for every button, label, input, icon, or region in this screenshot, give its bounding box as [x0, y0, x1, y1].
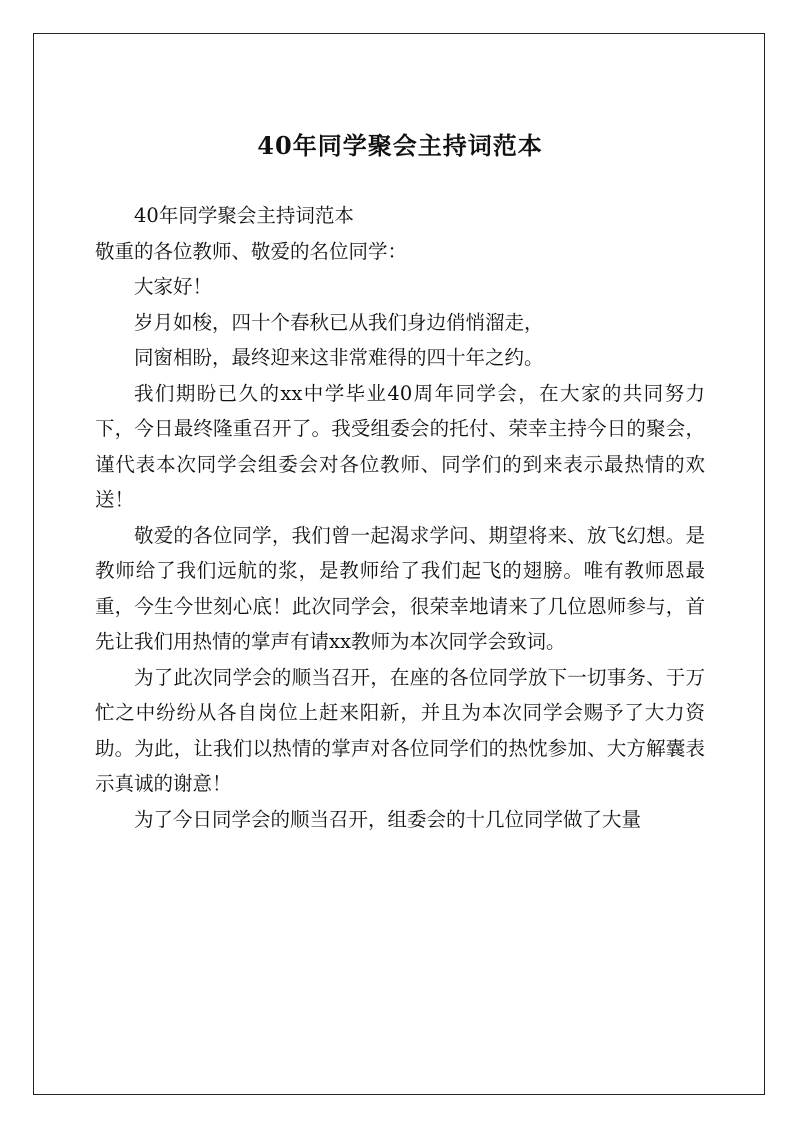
- paragraph: 同窗相盼，最终迎来这非常难得的四十年之约。: [134, 346, 544, 369]
- document-title: 40年同学聚会主持词范本: [257, 131, 543, 160]
- paragraph-subtitle: 40年同学聚会主持词范本: [134, 204, 354, 227]
- document-body: [95, 198, 705, 837]
- paragraph: 为了今日同学会的顺当召开，组委会的十几位同学做了大量: [134, 807, 642, 831]
- paragraph: 为了此次同学会的顺当召开，在座的各位同学放下一切事务、于万忙之中纷纷从各自岗位上赶来阳新，并且为本次同学会赐予了大力资助。为此，让我们以热情的掌声对各位同学们的热忱参加、大方解囊表示真诚的谢意！: [95, 665, 705, 795]
- paragraph: 敬爱的各位同学，我们曾一起渴求学问、期望将来、放飞幻想。是教师给了我们远航的浆，是教师给了我们起飞的翅膀。唯有教师恩最重，今生今世刻心底！此次同学会，很荣幸地请来了几位恩师参与，首先让我们用热情的掌声有请xx教师为本次同学会致词。: [95, 523, 705, 653]
- paragraph-salutation: 敬重的各位教师、敬爱的名位同学：: [95, 239, 408, 263]
- paragraph: 岁月如梭，四十个春秋已从我们身边俏悄溜走，: [134, 310, 544, 334]
- paragraph: 我们期盼已久的xx中学毕业40周年同学会，在大家的共同努力下，今日最终隆重召开了。我受组委会的托付、荣幸主持今日的聚会，谨代表本次同学会组委会对各位教师、同学们的到来表示最热情的欢送！: [95, 381, 705, 511]
- paragraph-greeting: 大家好！: [134, 275, 213, 298]
